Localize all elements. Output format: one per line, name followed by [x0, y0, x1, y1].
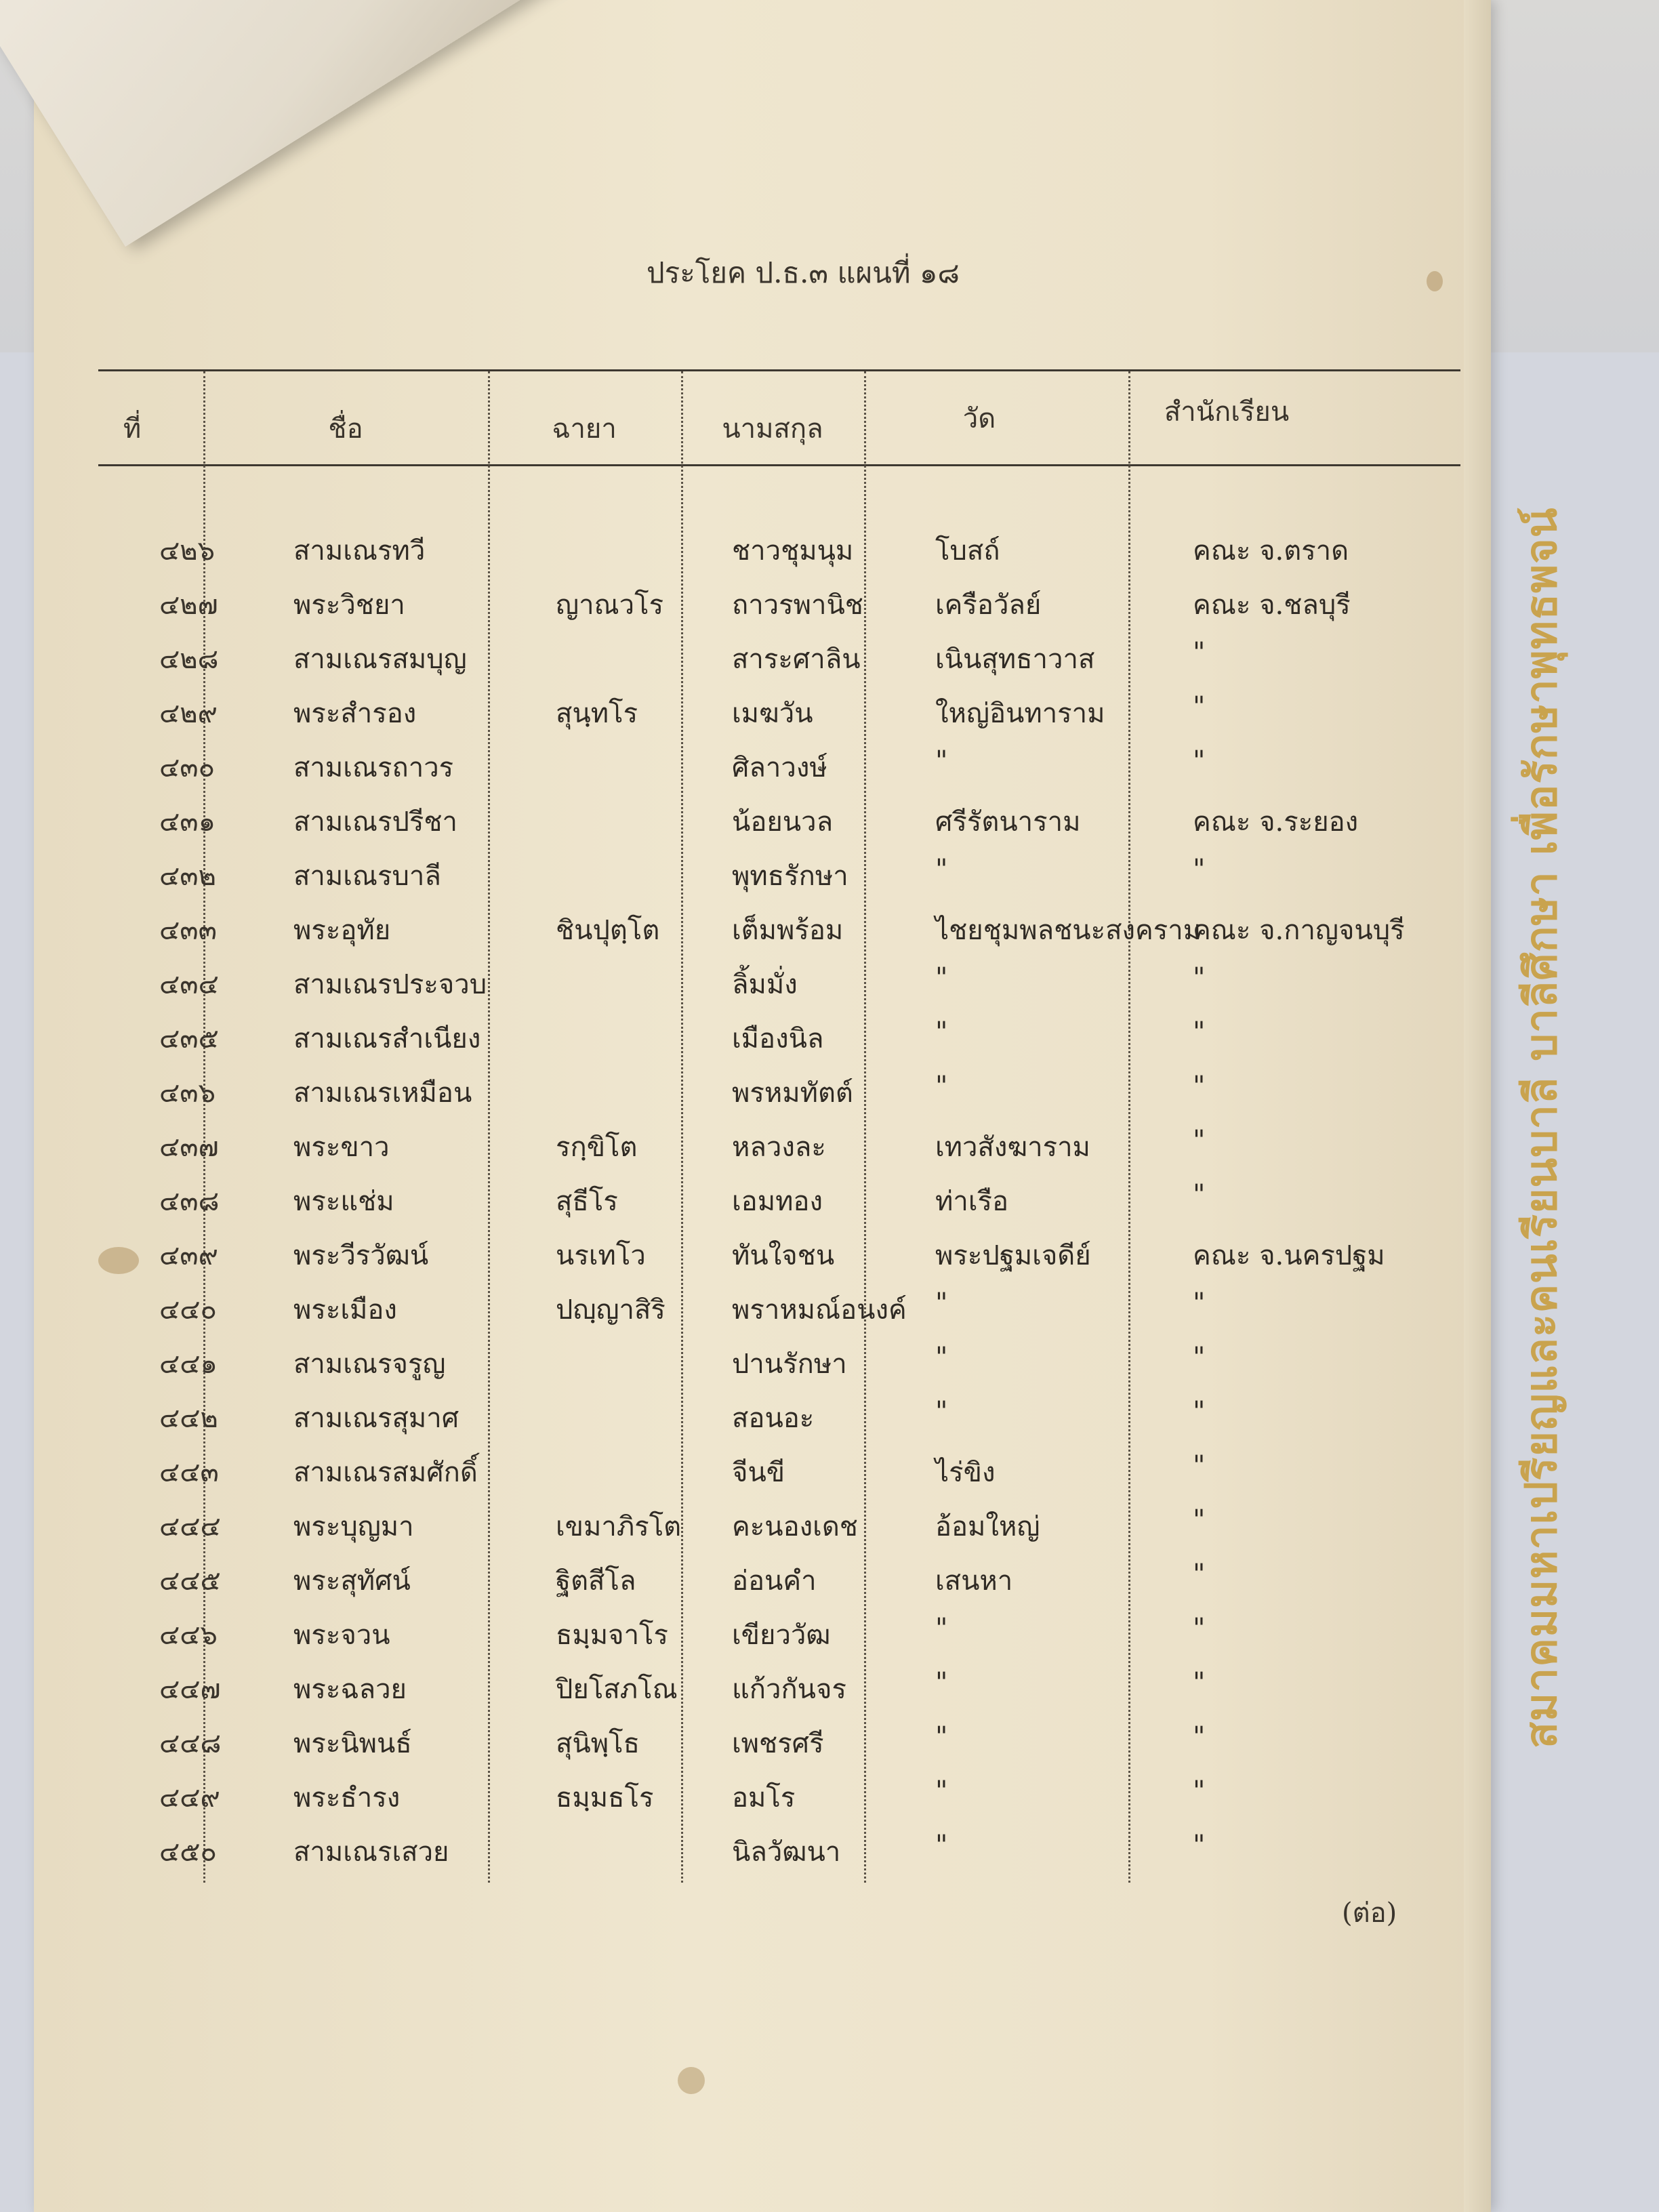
- cell-alias: ญาณวโร: [556, 590, 664, 621]
- cell-no: ๔๒๖: [159, 535, 216, 567]
- cell-school: ": [1193, 1288, 1206, 1319]
- cell-no: ๔๔๐: [159, 1294, 217, 1326]
- cell-school: ": [1193, 1504, 1206, 1536]
- table-row: [34, 637, 1491, 684]
- cell-alias: ฐิตสีโล: [556, 1565, 636, 1597]
- cell-school: คณะ จ.ชลบุรี: [1193, 590, 1351, 621]
- cell-school: ": [1193, 1342, 1206, 1373]
- cell-surname: เอมทอง: [732, 1186, 823, 1217]
- cell-alias: รกฺขิโต: [556, 1132, 638, 1163]
- table-row: [34, 1776, 1491, 1823]
- cell-name: พระจวน: [293, 1620, 390, 1651]
- cell-surname: จีนขี: [732, 1457, 785, 1488]
- cell-temple: เครือวัลย์: [935, 590, 1042, 621]
- cell-name: พระวิชยา: [293, 590, 405, 621]
- cell-no: ๔๓๙: [159, 1240, 218, 1271]
- cell-name: พระนิพนธ์: [293, 1728, 412, 1759]
- cell-name: สามเณรถาวร: [293, 752, 454, 783]
- continued-label: (ต่อ): [1342, 1898, 1397, 1929]
- cell-name: สามเณรเหมือน: [293, 1078, 472, 1109]
- cell-name: สามเณรทวี: [293, 535, 426, 567]
- cell-alias: สุนิพฺโธ: [556, 1728, 640, 1759]
- cell-temple: เทวสังฆาราม: [935, 1132, 1090, 1163]
- cell-temple: ": [935, 1721, 948, 1753]
- cell-name: สามเณรสำเนียง: [293, 1023, 481, 1054]
- cell-name: สามเณรสุมาศ: [293, 1403, 459, 1434]
- cell-temple: เนินสุทธาวาส: [935, 644, 1095, 675]
- cell-surname: น้อยนวล: [732, 806, 834, 838]
- cell-alias: นรเทโว: [556, 1240, 646, 1271]
- cell-temple: ใหญ่อินทาราม: [935, 698, 1105, 729]
- table-row: [34, 529, 1491, 576]
- cell-school: คณะ จ.ระยอง: [1193, 806, 1359, 838]
- cell-temple: ไร่ขิง: [935, 1457, 996, 1488]
- cell-name: พระฉลวย: [293, 1674, 407, 1705]
- table-row: [34, 1233, 1491, 1281]
- cell-school: ": [1193, 637, 1206, 668]
- cell-school: ": [1193, 1830, 1206, 1861]
- cell-surname: เมืองนิล: [732, 1023, 824, 1054]
- table-row: [34, 1613, 1491, 1660]
- table-row: [34, 908, 1491, 956]
- cell-no: ๔๔๗: [159, 1674, 221, 1705]
- cell-school: ": [1193, 1125, 1206, 1156]
- paper-stain: [1427, 271, 1443, 291]
- cell-name: พระแช่ม: [293, 1186, 394, 1217]
- cell-temple: อ้อมใหญ่: [935, 1511, 1040, 1542]
- cell-no: ๔๓๓: [159, 915, 217, 946]
- cell-name: พระวีรวัฒน์: [293, 1240, 429, 1271]
- cell-no: ๔๔๓: [159, 1457, 219, 1488]
- cell-surname: พุทธรักษา: [732, 861, 848, 892]
- cell-temple: ไชยชุมพลชนะสงคราม: [935, 915, 1202, 946]
- cell-no: ๔๔๕: [159, 1565, 221, 1597]
- table-row: [34, 745, 1491, 793]
- cell-surname: เมฆวัน: [732, 698, 813, 729]
- header-temple: วัด: [962, 403, 996, 434]
- table-row: [34, 1125, 1491, 1172]
- table-row: [34, 1504, 1491, 1552]
- cell-name: พระสำรอง: [293, 698, 417, 729]
- cell-alias: ชินปุตฺโต: [556, 915, 660, 946]
- cell-no: ๔๒๗: [159, 590, 218, 621]
- cell-surname: สาระศาลิน: [732, 644, 861, 675]
- table-row: [34, 583, 1491, 630]
- cell-surname: ทันใจชน: [732, 1240, 835, 1271]
- table-row: [34, 1017, 1491, 1064]
- cell-temple: ": [935, 745, 948, 777]
- cell-no: ๔๔๘: [159, 1728, 222, 1759]
- cell-temple: เสนหา: [935, 1565, 1013, 1597]
- cell-name: พระสุทัศน์: [293, 1565, 411, 1597]
- watermark-text: สมาคมมหาเปรียญและคนเรียนบาลี บาลีศึกษา เพื่อรักษาพุทธพจน์: [1517, 507, 1567, 1748]
- cell-temple: ": [935, 1830, 948, 1861]
- cell-school: ": [1193, 854, 1206, 885]
- table-row: [34, 1396, 1491, 1443]
- cell-school: ": [1193, 962, 1206, 994]
- cell-surname: คะนองเดช: [732, 1511, 858, 1542]
- cell-alias: ธมฺมจาโร: [556, 1620, 669, 1651]
- cell-alias: สุนฺทโร: [556, 698, 638, 729]
- cell-surname: อมโร: [732, 1782, 796, 1814]
- page-title: ประโยค ป.ธ.๓ แผนที่ ๑๘: [647, 256, 960, 289]
- cell-surname: พรหมทัตต์: [732, 1078, 853, 1109]
- header-alias: ฉายา: [552, 413, 617, 445]
- cell-no: ๔๕๐: [159, 1837, 217, 1868]
- cell-no: ๔๓๑: [159, 806, 216, 838]
- cell-name: พระธำรง: [293, 1782, 401, 1814]
- table-row: [34, 1559, 1491, 1606]
- cell-name: สามเณรสมบุญ: [293, 644, 467, 675]
- cell-temple: ": [935, 1288, 948, 1319]
- cell-surname: พราหมณ์อนงค์: [732, 1294, 907, 1326]
- cell-no: ๔๓๔: [159, 969, 219, 1000]
- cell-school: ": [1193, 1559, 1206, 1590]
- cell-name: พระอุทัย: [293, 915, 391, 946]
- cell-name: สามเณรปรีชา: [293, 806, 457, 838]
- cell-name: สามเณรสมศักดิ์: [293, 1457, 478, 1488]
- cell-alias: เขมาภิรโต: [556, 1511, 682, 1542]
- cell-no: ๔๔๔: [159, 1511, 221, 1542]
- cell-alias: ปิยโสภโณ: [556, 1674, 678, 1705]
- cell-name: สามเณรเสวย: [293, 1837, 449, 1868]
- cell-alias: ธมฺมธโร: [556, 1782, 654, 1814]
- header-school: สำนักเรียน: [1164, 396, 1290, 428]
- cell-temple: พระปฐมเจดีย์: [935, 1240, 1091, 1271]
- cell-school: คณะ จ.ตราด: [1193, 535, 1349, 567]
- cell-temple: ท่าเรือ: [935, 1186, 1009, 1217]
- cell-alias: สุธีโร: [556, 1186, 618, 1217]
- cell-no: ๔๓๗: [159, 1132, 219, 1163]
- cell-school: ": [1193, 1396, 1206, 1427]
- cell-no: ๔๓๕: [159, 1023, 219, 1054]
- cell-school: ": [1193, 1667, 1206, 1698]
- cell-surname: นิลวัฒนา: [732, 1837, 841, 1868]
- cell-no: ๔๓๒: [159, 861, 216, 892]
- cell-temple: ": [935, 962, 948, 994]
- paper-stain: [678, 2067, 705, 2094]
- table-row: [34, 962, 1491, 1010]
- table-row: [34, 854, 1491, 901]
- cell-school: ": [1193, 1071, 1206, 1102]
- table-row: [34, 1450, 1491, 1498]
- paper-stain: [98, 1247, 139, 1274]
- cell-school: คณะ จ.กาญจนบุรี: [1193, 915, 1405, 946]
- cell-surname: ถาวรพานิช: [732, 590, 863, 621]
- cell-no: ๔๔๙: [159, 1782, 220, 1814]
- cell-temple: ": [935, 1667, 948, 1698]
- cell-name: สามเณรประจวบ: [293, 969, 487, 1000]
- table-row: [34, 1830, 1491, 1877]
- cell-surname: เต็มพร้อม: [732, 915, 844, 946]
- cell-name: พระเมือง: [293, 1294, 397, 1326]
- header-bottom-rule: [98, 464, 1460, 466]
- table-top-rule: [98, 369, 1460, 371]
- cell-school: ": [1193, 1613, 1206, 1644]
- cell-no: ๔๔๑: [159, 1349, 218, 1380]
- cell-surname: ศิลาวงษ์: [732, 752, 827, 783]
- cell-temple: ": [935, 1613, 948, 1644]
- cell-name: พระบุญมา: [293, 1511, 414, 1542]
- cell-no: ๔๔๖: [159, 1620, 218, 1651]
- cell-alias: ปญฺญาสิริ: [556, 1294, 665, 1326]
- header-name: ชื่อ: [328, 413, 363, 445]
- cell-temple: โบสถ์: [935, 535, 1000, 567]
- cell-no: ๔๓๐: [159, 752, 216, 783]
- cell-no: ๔๒๙: [159, 698, 218, 729]
- cell-temple: ": [935, 1342, 948, 1373]
- cell-no: ๔๓๖: [159, 1078, 216, 1109]
- cell-school: ": [1193, 745, 1206, 777]
- table-row: [34, 1721, 1491, 1769]
- cell-surname: เพชรศรี: [732, 1728, 824, 1759]
- cell-name: สามเณรบาลี: [293, 861, 441, 892]
- cell-no: ๔๔๒: [159, 1403, 218, 1434]
- cell-surname: หลวงละ: [732, 1132, 826, 1163]
- cell-name: พระขาว: [293, 1132, 390, 1163]
- cell-school: ": [1193, 1776, 1206, 1807]
- header-no: ที่: [123, 413, 142, 445]
- cell-no: ๔๓๘: [159, 1186, 220, 1217]
- table-row: [34, 1071, 1491, 1118]
- cell-surname: แก้วกันจร: [732, 1674, 846, 1705]
- cell-surname: ชาวชุมนุม: [732, 535, 854, 567]
- cell-temple: ศรีรัตนาราม: [935, 806, 1081, 838]
- cell-temple: ": [935, 1776, 948, 1807]
- cell-surname: สอนอะ: [732, 1403, 815, 1434]
- header-surname: นามสกุล: [722, 413, 823, 445]
- cell-surname: อ่อนคำ: [732, 1565, 817, 1597]
- cell-school: ": [1193, 1017, 1206, 1048]
- cell-school: ": [1193, 691, 1206, 722]
- table-row: [34, 1342, 1491, 1389]
- cell-surname: ปานรักษา: [732, 1349, 847, 1380]
- document-page: [34, 0, 1491, 2212]
- table-row: [34, 800, 1491, 847]
- table-row: [34, 1667, 1491, 1715]
- table-row: [34, 1288, 1491, 1335]
- cell-temple: ": [935, 854, 948, 885]
- cell-no: ๔๒๘: [159, 644, 219, 675]
- cell-surname: ลิ้มมั่ง: [732, 969, 798, 1000]
- cell-school: ": [1193, 1450, 1206, 1481]
- cell-temple: ": [935, 1017, 948, 1048]
- cell-school: คณะ จ.นครปฐม: [1193, 1240, 1385, 1271]
- table-row: [34, 1179, 1491, 1227]
- cell-name: สามเณรจรูญ: [293, 1349, 446, 1380]
- cell-surname: เขียววัฒ: [732, 1620, 831, 1651]
- cell-temple: ": [935, 1396, 948, 1427]
- cell-temple: ": [935, 1071, 948, 1102]
- table-row: [34, 691, 1491, 739]
- cell-school: ": [1193, 1721, 1206, 1753]
- cell-school: ": [1193, 1179, 1206, 1210]
